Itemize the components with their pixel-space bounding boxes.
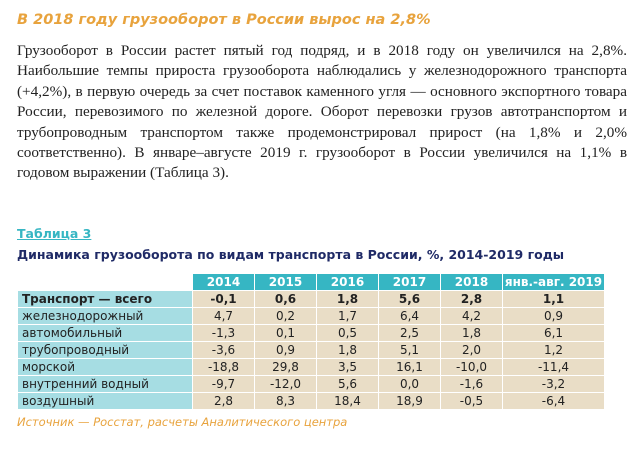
section-heading: В 2018 году грузооборот в России вырос на 2,8% [17, 12, 431, 28]
column-header: 2015 [255, 274, 317, 291]
row-label: Транспорт — всего [18, 291, 193, 308]
table-cell: 1,8 [441, 325, 503, 342]
table-cell: 2,5 [379, 325, 441, 342]
table-row [18, 376, 605, 393]
table-cell: -9,7 [193, 376, 255, 393]
table-row [18, 359, 605, 376]
column-header: 2016 [317, 274, 379, 291]
table-cell: -12,0 [255, 376, 317, 393]
table-row [18, 308, 605, 325]
table-cell: 1,8 [317, 342, 379, 359]
table-cell: 1,7 [317, 308, 379, 325]
table-cell: 0,9 [503, 308, 605, 325]
table-cell: -18,8 [193, 359, 255, 376]
column-header: 2018 [441, 274, 503, 291]
table-cell: 5,1 [379, 342, 441, 359]
table-cell: 4,2 [441, 308, 503, 325]
table-corner-cell [18, 274, 193, 291]
table-cell: 5,6 [379, 291, 441, 308]
table-cell: 4,7 [193, 308, 255, 325]
table-cell: -1,6 [441, 376, 503, 393]
table-cell: 2,0 [441, 342, 503, 359]
table-cell: 16,1 [379, 359, 441, 376]
row-label: трубопроводный [18, 342, 193, 359]
table-cell: 1,1 [503, 291, 605, 308]
column-header: 2014 [193, 274, 255, 291]
table-cell: -10,0 [441, 359, 503, 376]
row-label: морской [18, 359, 193, 376]
table-cell: 0,0 [379, 376, 441, 393]
table-cell: 2,8 [441, 291, 503, 308]
row-label: автомобильный [18, 325, 193, 342]
table-cell: 1,8 [317, 291, 379, 308]
table-row [18, 342, 605, 359]
table-cell: -3,2 [503, 376, 605, 393]
row-label: железнодорожный [18, 308, 193, 325]
table-header-row [18, 274, 605, 291]
table-cell: 0,5 [317, 325, 379, 342]
table-title: Динамика грузооборота по видам транспорта в России, %, 2014-2019 годы [17, 247, 565, 262]
table-row-total [18, 291, 605, 308]
table-cell: 3,5 [317, 359, 379, 376]
freight-turnover-table [17, 273, 605, 410]
table-cell: 6,4 [379, 308, 441, 325]
column-header: 2017 [379, 274, 441, 291]
table-cell: -0,5 [441, 393, 503, 410]
table-cell: -1,3 [193, 325, 255, 342]
row-label: воздушный [18, 393, 193, 410]
column-header: янв.-авг. 2019 [503, 274, 605, 291]
table-cell: 0,1 [255, 325, 317, 342]
table-cell: 8,3 [255, 393, 317, 410]
table-label: Таблица 3 [17, 226, 92, 241]
table-cell: 0,9 [255, 342, 317, 359]
table-cell: 18,4 [317, 393, 379, 410]
table-cell: -6,4 [503, 393, 605, 410]
table-cell: 0,2 [255, 308, 317, 325]
table-cell: 5,6 [317, 376, 379, 393]
source-note: Источник — Росстат, расчеты Аналитического центра [17, 415, 348, 429]
row-label: внутренний водный [18, 376, 193, 393]
table-cell: -11,4 [503, 359, 605, 376]
table-cell: 1,2 [503, 342, 605, 359]
table-cell: 2,8 [193, 393, 255, 410]
table-cell: 29,8 [255, 359, 317, 376]
table-cell: 0,6 [255, 291, 317, 308]
table-row [18, 393, 605, 410]
table-cell: -3,6 [193, 342, 255, 359]
table-cell: 18,9 [379, 393, 441, 410]
table-cell: -0,1 [193, 291, 255, 308]
table-row [18, 325, 605, 342]
body-paragraph: Грузооборот в России растет пятый год подряд, и в 2018 году он увеличился на 2,8%. Наибольшие темпы прироста грузооборота наблюдались у железнодорожного транспорта (+4,2%), в первую очередь за счет поставок каменного угля — основного экспортного товара России, перевозимого по железной дороге. Оборот перевозки грузов автотранспортом и трубопроводным транспортом также продемонстрировал прирост (на 1,8% и 2,0% соответственно). В январе–августе 2019 г. грузооборот в России увеличился на 1,1% в годовом выражении (Таблица 3). [17, 42, 627, 182]
table-cell: 6,1 [503, 325, 605, 342]
